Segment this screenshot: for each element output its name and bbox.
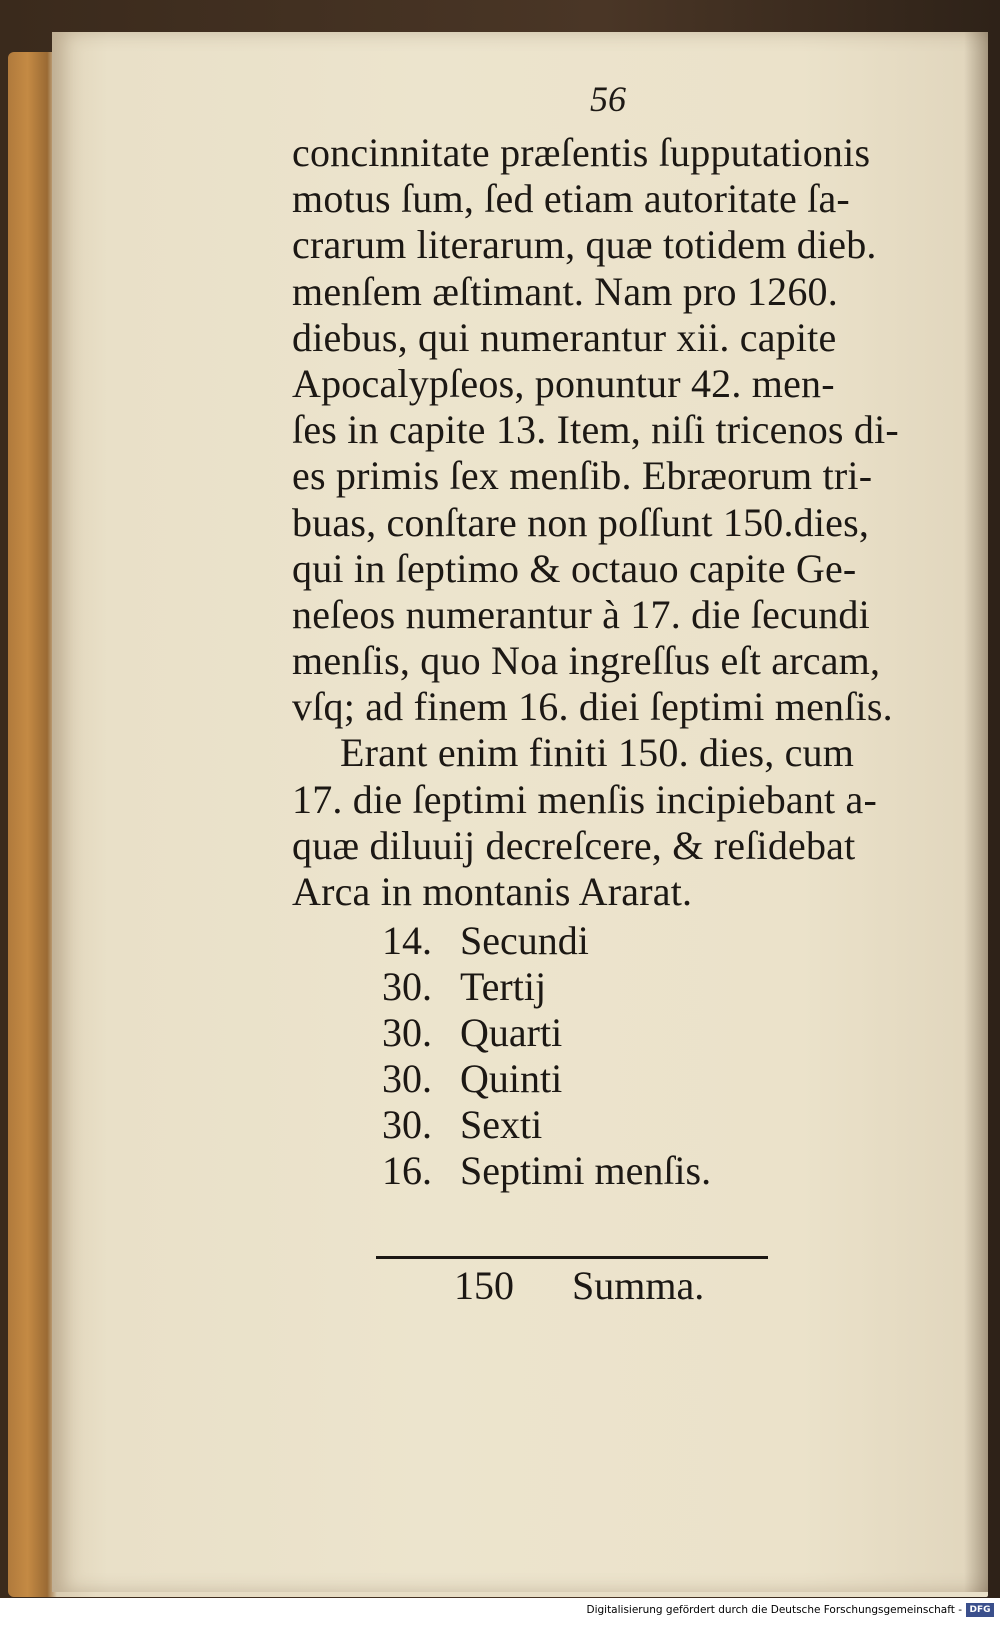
text-line: motus ſum, ſed etiam autoritate ſa- [292, 176, 850, 222]
page-number: 56 [590, 79, 626, 119]
text-line: qui in ſeptimo & octauo capite Ge- [292, 545, 857, 591]
text-line: 17. die ſeptimi menſis incipiebant a- [292, 776, 878, 822]
tally-days: 16. [382, 1148, 432, 1193]
tally-row [382, 1102, 711, 1148]
tally-days: 30. [382, 964, 432, 1009]
text-line: neſeos numerantur à 17. die ſecundi [292, 591, 870, 637]
text-line: Arca in montanis Ararat. [292, 869, 693, 914]
text-line: quæ diluuij decreſcere, & reſidebat [292, 822, 856, 868]
text-line: buas, conſtare non poſſunt 150.dies, [292, 499, 870, 545]
tally-days: 30. [382, 1010, 432, 1055]
tally-days: 30. [382, 1056, 432, 1101]
text-line: ſes in capite 13. Item, niſi tricenos di- [292, 407, 899, 453]
text-line: diebus, qui numerantur xii. capite [292, 314, 837, 360]
tally-days: 30. [382, 1102, 432, 1147]
text-line: Apocalypſeos, ponuntur 42. men- [292, 360, 835, 406]
text-line: menſis, quo Noa ingreſſus eſt arcam, [292, 638, 881, 684]
footer-credit: Digitalisierung gefördert durch die Deutsche Forschungsgemeinschaft - [586, 1604, 962, 1616]
dfg-logo: DFG [966, 1603, 994, 1617]
text-line: menſem æſtimant. Nam pro 1260. [292, 268, 838, 314]
tally-month: Quinti [460, 1056, 563, 1101]
text-line: concinnitate præſentis ſupputationis [292, 130, 871, 175]
sum-total: 150 [454, 1263, 514, 1308]
month-tally [382, 918, 711, 1194]
tally-row [382, 1010, 711, 1056]
sum-line [454, 1262, 704, 1309]
tally-row [382, 964, 711, 1010]
tally-month: Tertij [460, 964, 547, 1009]
tally-row [382, 1056, 711, 1102]
footer-bar [0, 1598, 1000, 1625]
tally-row [382, 1148, 711, 1194]
tally-month: Secundi [460, 918, 589, 963]
page-gutter-shadow [964, 32, 988, 1592]
text-line: es primis ſex menſib. Ebræorum tri- [292, 453, 873, 499]
tally-row [382, 918, 711, 964]
tally-month: Quarti [460, 1010, 563, 1055]
tally-month: Septimi menſis. [460, 1148, 712, 1193]
tally-month: Sexti [460, 1102, 543, 1147]
sum-label: Summa. [572, 1263, 705, 1308]
sum-rule [376, 1256, 768, 1259]
tally-days: 14. [382, 918, 432, 963]
body-text [292, 130, 952, 915]
text-line: crarum literarum, quæ totidem dieb. [292, 222, 877, 268]
text-line: vſq; ad finem 16. diei ſeptimi menſis. [292, 684, 893, 730]
text-line: Erant enim finiti 150. dies, cum [340, 730, 855, 776]
